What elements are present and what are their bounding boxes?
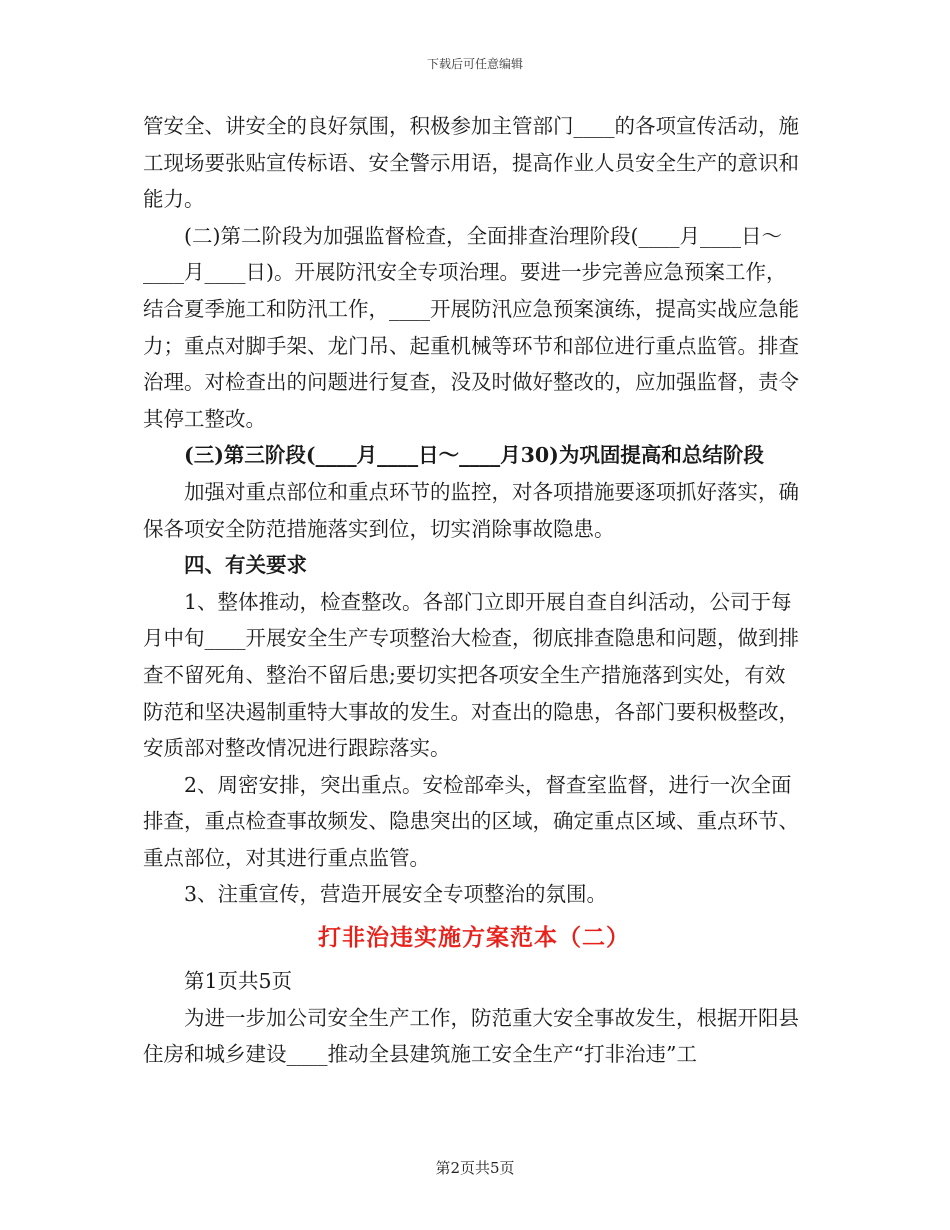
document-title-red: 打非治违实施方案范本（二） <box>318 924 630 952</box>
paragraph: 管安全、讲安全的良好氛围，积极参加主管部门____的各项宣传活动，施工现场要张贴宣传标语、安全警示用语，提高作业人员安全生产的意识和能力。 <box>143 114 799 212</box>
page-header-note: 下载后可任意编辑 <box>426 57 523 71</box>
paragraph-requirement-2: 2、周密安排，突出重点。安检部牵头，督查室监督，进行一次全面排查，重点检查事故频发、隐患突出的区域，确定重点区域、重点环节、重点部位，对其进行重点监管。 <box>143 772 799 870</box>
paragraph-stage-two: (二)第二阶段为加强监督检查，全面排查治理阶段(____月____日～____月____日)。开展防汛安全专项治理。要进一步完善应急预案工作，结合夏季施工和防汛工作，____开展防汛应急预案演练，提高实战应急能力；重点对脚手架、龙门吊、起重机械等环节和部位进行重点监管。排查治理。对检查出的问题进行复查，没及时做好整改的，应加强监督，责令其停工整改。 <box>143 223 799 431</box>
inline-page-marker: 第1页共5页 <box>184 969 293 994</box>
paragraph-requirement-3: 3、注重宣传，营造开展安全专项整治的氛围。 <box>184 882 608 907</box>
paragraph: 加强对重点部位和重点环节的监控，对各项措施要逐项抓好落实，确保各项安全防范措施落实到位，切实消除事故隐患。 <box>143 479 799 541</box>
document-body <box>143 108 805 1073</box>
paragraph-intro: 为进一步加公司安全生产工作，防范重大安全事故发生，根据开阳县住房和城乡建设____推动全县建筑施工安全生产“打非治违”工 <box>143 1005 799 1067</box>
page-footer-number: 第2页共5页 <box>435 1159 515 1177</box>
section-heading-requirements: 四、有关要求 <box>184 553 307 578</box>
paragraph-stage-three-heading: (三)第三阶段(____月____日～____月30)为巩固提高和总结阶段 <box>184 443 764 468</box>
paragraph-requirement-1: 1、整体推动，检查整改。各部门立即开展自查自纠活动，公司于每月中旬____开展安全生产专项整治大检查，彻底排查隐患和问题，做到排查不留死角、整治不留后患;要切实把各项安全生产措施落到实处，有效防范和坚决遏制重特大事故的发生。对查出的隐患，各部门要积极整改，安质部对整改情况进行跟踪落实。 <box>143 589 799 761</box>
